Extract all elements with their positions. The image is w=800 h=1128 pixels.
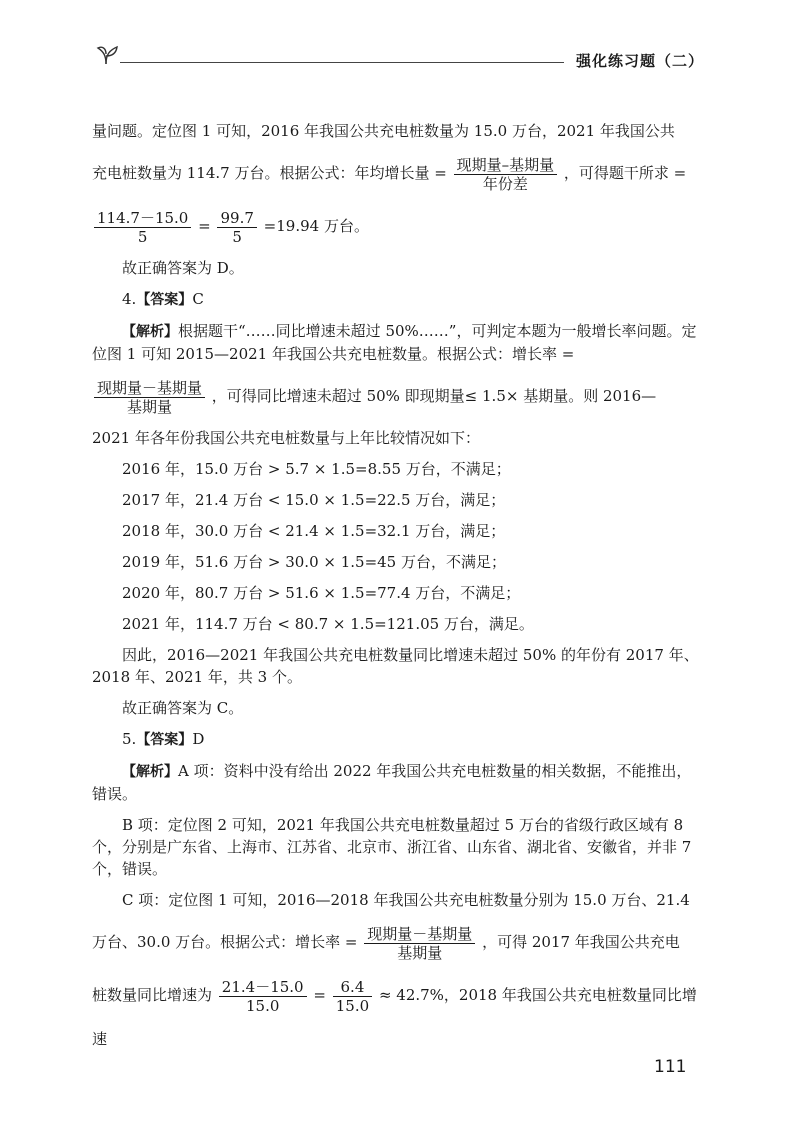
q4-answer bbox=[92, 288, 704, 311]
formula-average-growth bbox=[454, 156, 558, 193]
q4-analysis bbox=[92, 320, 704, 365]
answer-tag: 【答案】 bbox=[136, 292, 193, 308]
equals-sign: = bbox=[313, 986, 326, 1004]
q5-c-line3-tail: ≈ 42.7%，2018 年我国公共充电桩数量同比增速 bbox=[92, 986, 697, 1048]
q4-summary: 因此，2016—2021 年我国公共充电桩数量同比增速未超过 50% 的年份有 2017 年、2018 年、2021 年，共 3 个。 bbox=[92, 646, 699, 686]
q4-row-2020: 2020 年，80.7 万台 > 51.6 × 1.5=77.4 万台，不满足； bbox=[122, 584, 521, 602]
q5-answer bbox=[92, 728, 704, 751]
page-number: 111 bbox=[654, 1057, 687, 1077]
fraction-denominator: 15.0 bbox=[335, 996, 370, 1015]
q4-row-2017: 2017 年，21.4 万台 < 15.0 × 1.5=22.5 万台，满足； bbox=[122, 491, 506, 509]
q5-option-c-line1: C 项：定位图 1 可知，2016—2018 年我国公共充电桩数量分别为 15.0 万台、21.4 bbox=[122, 891, 690, 909]
page-content bbox=[92, 120, 704, 1070]
q4-row-2018: 2018 年，30.0 万台 < 21.4 × 1.5=32.1 万台，满足； bbox=[122, 522, 506, 540]
fraction-denominator: 基期量 bbox=[397, 943, 443, 962]
answer-tag: 【答案】 bbox=[136, 732, 193, 748]
q3-line1: 量问题。定位图 1 可知，2016 年我国公共充电桩数量为 15.0 万台，2021 年我国公共 bbox=[92, 122, 675, 140]
formula-growth-rate bbox=[94, 379, 205, 416]
q4-row-2016: 2016 年，15.0 万台 > 5.7 × 1.5=8.55 万台，不满足； bbox=[122, 460, 511, 478]
fraction-denominator: 5 bbox=[232, 227, 242, 246]
q5-option-c-line2 bbox=[92, 920, 704, 964]
q4-analysis-text: 根据题干“……同比增速未超过 50%……”，可判定本题为一般增长率问题。定位图 1 可知 2015—2021 年我国公共充电桩数量。根据公式：增长率 = bbox=[92, 322, 697, 363]
q3-calculation bbox=[92, 204, 704, 248]
q3-conclusion: 故正确答案为 D。 bbox=[122, 259, 244, 277]
q3-line2 bbox=[92, 151, 704, 195]
formula-growth-rate bbox=[364, 925, 475, 962]
fraction-numerator: 99.7 bbox=[217, 209, 256, 228]
header-title: 强化练习题（二） bbox=[575, 52, 704, 70]
fraction-numerator: 21.4－15.0 bbox=[219, 978, 307, 997]
analysis-tag: 【解析】 bbox=[122, 324, 178, 340]
header-rule bbox=[120, 62, 564, 63]
q4-conclusion: 故正确答案为 C。 bbox=[122, 699, 244, 717]
fraction-denominator: 基期量 bbox=[127, 397, 173, 416]
q5-c-line3-text: 桩数量同比增速为 bbox=[92, 986, 213, 1004]
fraction-numerator: 6.4 bbox=[333, 978, 372, 997]
fraction-calc-2 bbox=[333, 978, 372, 1015]
q5-c-line2-text: 万台、30.0 万台。根据公式：增长率 = bbox=[92, 933, 358, 951]
q3-result: =19.94 万台。 bbox=[263, 217, 369, 235]
q5-number: 5. bbox=[122, 730, 137, 748]
q4-row-2021: 2021 年，114.7 万台 < 80.7 × 1.5=121.05 万台，满足。 bbox=[122, 615, 534, 633]
q5-option-b: B 项：定位图 2 可知，2021 年我国公共充电桩数量超过 5 万台的省级行政区域有 8 个，分别是广东省、上海市、江苏省、北京市、浙江省、山东省、湖北省、安徽省，并非 7 个，错误。 bbox=[92, 816, 692, 878]
fraction-calc-1 bbox=[219, 978, 307, 1015]
page-header bbox=[92, 38, 704, 78]
analysis-tag: 【解析】 bbox=[122, 764, 178, 780]
q3-line2-text: 充电桩数量为 114.7 万台。根据公式：年均增长量 = bbox=[92, 164, 447, 182]
q4-number: 4. bbox=[122, 290, 137, 308]
fraction-denominator: 年份差 bbox=[482, 174, 528, 193]
q4-formula-line bbox=[92, 374, 704, 418]
q4-answer-value: C bbox=[192, 290, 204, 308]
q5-option-a-text: A 项：资料中没有给出 2022 年我国公共充电桩数量的相关数据，不能推出，错误。 bbox=[92, 762, 692, 803]
fraction-numerator: 114.7－15.0 bbox=[94, 209, 191, 228]
q4-analysis-line2: ，可得同比增速未超过 50% 即现期量≤ 1.5× 基期量。则 2016— bbox=[211, 387, 657, 405]
q3-line2-tail: ，可得题干所求 = bbox=[563, 164, 687, 182]
fraction-denominator: 15.0 bbox=[246, 996, 280, 1015]
q4-row-2019: 2019 年，51.6 万台 > 30.0 × 1.5=45 万台，不满足； bbox=[122, 553, 506, 571]
q5-c-line2-tail: ，可得 2017 年我国公共充电 bbox=[482, 933, 680, 951]
sprout-icon bbox=[92, 38, 122, 68]
fraction-numerator: 现期量－基期量 bbox=[364, 925, 475, 944]
q5-option-a bbox=[92, 760, 704, 805]
q5-answer-value: D bbox=[192, 730, 205, 748]
fraction-numerator: 现期量–基期量 bbox=[454, 156, 558, 175]
q5-option-c-line3 bbox=[92, 973, 704, 1061]
fraction-denominator: 5 bbox=[137, 227, 148, 246]
fraction-calc-1 bbox=[94, 209, 191, 246]
fraction-numerator: 现期量－基期量 bbox=[94, 379, 205, 398]
fraction-calc-2 bbox=[217, 209, 256, 246]
q4-analysis-line3: 2021 年各年份我国公共充电桩数量与上年比较情况如下： bbox=[92, 429, 480, 447]
equals-sign: = bbox=[198, 217, 211, 235]
